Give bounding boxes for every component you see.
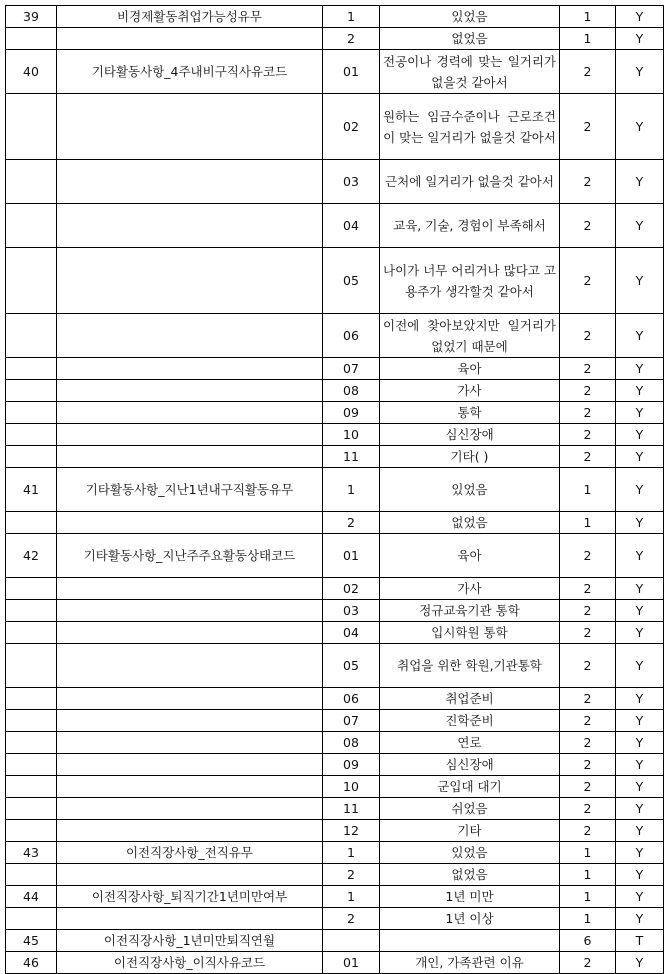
code-value-cell: 01 [323, 952, 380, 974]
row-number-cell: 46 [6, 952, 57, 974]
field-flag-cell: Y [616, 424, 664, 446]
field-flag-cell: Y [616, 688, 664, 710]
code-value-cell: 11 [323, 798, 380, 820]
field-flag-cell: Y [616, 248, 664, 314]
code-meaning-cell: 기타( ) [380, 446, 560, 468]
code-table [5, 5, 664, 974]
code-meaning-cell: 근처에 일거리가 없을것 같아서 [380, 160, 560, 204]
field-length-cell: 2 [560, 248, 616, 314]
field-length-cell: 2 [560, 314, 616, 358]
table-row [6, 314, 664, 358]
field-flag-cell: Y [616, 864, 664, 886]
row-number-cell [6, 424, 57, 446]
code-meaning-cell: 가사 [380, 578, 560, 600]
row-number-cell [6, 754, 57, 776]
table-row [6, 644, 664, 688]
field-name-cell [57, 600, 323, 622]
code-meaning-cell: 1년 이상 [380, 908, 560, 930]
row-number-cell [6, 622, 57, 644]
row-number-cell: 43 [6, 842, 57, 864]
table-row [6, 820, 664, 842]
field-name-cell [57, 402, 323, 424]
code-meaning-cell: 있었음 [380, 842, 560, 864]
field-length-cell: 2 [560, 776, 616, 798]
table-row [6, 710, 664, 732]
table-row [6, 798, 664, 820]
field-flag-cell: Y [616, 28, 664, 50]
code-meaning-cell: 쉬었음 [380, 798, 560, 820]
field-length-cell: 2 [560, 94, 616, 160]
table-row [6, 204, 664, 248]
table-row [6, 50, 664, 94]
field-length-cell: 2 [560, 50, 616, 94]
code-value-cell: 07 [323, 358, 380, 380]
field-length-cell: 2 [560, 952, 616, 974]
field-flag-cell: Y [616, 94, 664, 160]
code-meaning-cell: 나이가 너무 어리거나 많다고 고용주가 생각할것 같아서 [380, 248, 560, 314]
table-row [6, 600, 664, 622]
row-number-cell [6, 732, 57, 754]
code-value-cell: 07 [323, 710, 380, 732]
field-flag-cell: Y [616, 820, 664, 842]
row-number-cell [6, 446, 57, 468]
field-flag-cell: Y [616, 600, 664, 622]
code-meaning-cell: 1년 미만 [380, 886, 560, 908]
field-flag-cell: Y [616, 204, 664, 248]
code-value-cell: 08 [323, 380, 380, 402]
field-length-cell: 1 [560, 842, 616, 864]
field-flag-cell: Y [616, 908, 664, 930]
code-value-cell: 2 [323, 28, 380, 50]
table-row [6, 402, 664, 424]
code-value-cell: 05 [323, 248, 380, 314]
field-length-cell: 2 [560, 204, 616, 248]
code-meaning-cell: 심신장애 [380, 754, 560, 776]
code-meaning-cell: 교육, 기술, 경험이 부족해서 [380, 204, 560, 248]
table-row [6, 358, 664, 380]
code-value-cell: 09 [323, 402, 380, 424]
field-flag-cell: Y [616, 314, 664, 358]
field-name-cell: 이전직장사항_이직사유코드 [57, 952, 323, 974]
row-number-cell: 40 [6, 50, 57, 94]
row-number-cell [6, 644, 57, 688]
code-meaning-cell: 심신장애 [380, 424, 560, 446]
field-flag-cell: Y [616, 842, 664, 864]
row-number-cell [6, 600, 57, 622]
field-flag-cell: Y [616, 886, 664, 908]
code-meaning-cell: 기타 [380, 820, 560, 842]
code-value-cell: 02 [323, 578, 380, 600]
field-length-cell: 6 [560, 930, 616, 952]
table-row [6, 512, 664, 534]
field-name-cell [57, 358, 323, 380]
field-flag-cell: Y [616, 358, 664, 380]
field-length-cell: 1 [560, 6, 616, 28]
code-value-cell: 09 [323, 754, 380, 776]
field-name-cell: 비경제활동취업가능성유무 [57, 6, 323, 28]
row-number-cell [6, 688, 57, 710]
row-number-cell [6, 908, 57, 930]
field-flag-cell: Y [616, 6, 664, 28]
code-table-body [6, 6, 664, 974]
field-name-cell [57, 710, 323, 732]
row-number-cell [6, 710, 57, 732]
row-number-cell [6, 864, 57, 886]
field-name-cell [57, 28, 323, 50]
table-row [6, 952, 664, 974]
code-value-cell [323, 930, 380, 952]
code-value-cell: 04 [323, 204, 380, 248]
row-number-cell [6, 578, 57, 600]
field-flag-cell: Y [616, 754, 664, 776]
row-number-cell [6, 28, 57, 50]
row-number-cell [6, 798, 57, 820]
field-name-cell: 기타활동사항_4주내비구직사유코드 [57, 50, 323, 94]
row-number-cell [6, 380, 57, 402]
code-value-cell: 1 [323, 842, 380, 864]
table-row [6, 864, 664, 886]
field-name-cell [57, 204, 323, 248]
field-name-cell: 이전직장사항_1년미만퇴직연월 [57, 930, 323, 952]
field-length-cell: 2 [560, 622, 616, 644]
field-length-cell: 2 [560, 358, 616, 380]
code-meaning-cell: 없었음 [380, 28, 560, 50]
field-flag-cell: Y [616, 578, 664, 600]
field-flag-cell: Y [616, 468, 664, 512]
code-value-cell: 2 [323, 908, 380, 930]
field-name-cell: 이전직장사항_퇴직기간1년미만여부 [57, 886, 323, 908]
code-value-cell: 02 [323, 94, 380, 160]
row-number-cell [6, 512, 57, 534]
field-name-cell [57, 512, 323, 534]
code-meaning-cell: 있었음 [380, 6, 560, 28]
field-length-cell: 2 [560, 160, 616, 204]
field-length-cell: 2 [560, 534, 616, 578]
field-flag-cell: Y [616, 50, 664, 94]
code-meaning-cell: 이전에 찾아보았지만 일거리가 없었기 때문에 [380, 314, 560, 358]
field-name-cell [57, 908, 323, 930]
code-meaning-cell: 가사 [380, 380, 560, 402]
code-meaning-cell: 있었음 [380, 468, 560, 512]
code-meaning-cell: 개인, 가족관련 이유 [380, 952, 560, 974]
code-meaning-cell: 육아 [380, 534, 560, 578]
code-value-cell: 1 [323, 886, 380, 908]
field-name-cell: 기타활동사항_지난1년내구직활동유무 [57, 468, 323, 512]
field-flag-cell: Y [616, 512, 664, 534]
field-flag-cell: T [616, 930, 664, 952]
field-flag-cell: Y [616, 402, 664, 424]
field-length-cell: 1 [560, 886, 616, 908]
code-value-cell: 10 [323, 424, 380, 446]
table-row [6, 688, 664, 710]
field-flag-cell: Y [616, 952, 664, 974]
code-meaning-cell: 정규교육기관 통학 [380, 600, 560, 622]
field-flag-cell: Y [616, 380, 664, 402]
field-name-cell [57, 424, 323, 446]
row-number-cell: 45 [6, 930, 57, 952]
field-length-cell: 2 [560, 644, 616, 688]
field-flag-cell: Y [616, 776, 664, 798]
row-number-cell [6, 402, 57, 424]
table-row [6, 622, 664, 644]
code-value-cell: 2 [323, 512, 380, 534]
field-name-cell [57, 776, 323, 798]
code-value-cell: 05 [323, 644, 380, 688]
field-length-cell: 2 [560, 446, 616, 468]
row-number-cell [6, 204, 57, 248]
table-row [6, 908, 664, 930]
code-meaning-cell [380, 930, 560, 952]
row-number-cell [6, 820, 57, 842]
row-number-cell [6, 358, 57, 380]
field-length-cell: 1 [560, 864, 616, 886]
field-flag-cell: Y [616, 798, 664, 820]
table-row [6, 930, 664, 952]
field-length-cell: 2 [560, 710, 616, 732]
code-value-cell: 11 [323, 446, 380, 468]
table-row [6, 380, 664, 402]
field-length-cell: 2 [560, 380, 616, 402]
code-meaning-cell: 원하는 임금수준이나 근로조건이 맞는 일거리가 없을것 같아서 [380, 94, 560, 160]
field-length-cell: 1 [560, 908, 616, 930]
field-name-cell [57, 380, 323, 402]
field-length-cell: 2 [560, 600, 616, 622]
table-row [6, 248, 664, 314]
table-row [6, 754, 664, 776]
code-meaning-cell: 취업준비 [380, 688, 560, 710]
table-row [6, 534, 664, 578]
row-number-cell: 41 [6, 468, 57, 512]
code-value-cell: 08 [323, 732, 380, 754]
code-value-cell: 10 [323, 776, 380, 798]
code-value-cell: 1 [323, 6, 380, 28]
table-row [6, 578, 664, 600]
field-flag-cell: Y [616, 622, 664, 644]
field-flag-cell: Y [616, 732, 664, 754]
code-meaning-cell: 육아 [380, 358, 560, 380]
row-number-cell [6, 160, 57, 204]
table-row [6, 886, 664, 908]
table-row [6, 6, 664, 28]
field-length-cell: 1 [560, 512, 616, 534]
table-row [6, 468, 664, 512]
row-number-cell [6, 248, 57, 314]
code-value-cell: 01 [323, 50, 380, 94]
code-meaning-cell: 군입대 대기 [380, 776, 560, 798]
field-flag-cell: Y [616, 534, 664, 578]
field-length-cell: 2 [560, 754, 616, 776]
row-number-cell [6, 776, 57, 798]
code-value-cell: 06 [323, 688, 380, 710]
row-number-cell: 42 [6, 534, 57, 578]
field-length-cell: 2 [560, 798, 616, 820]
field-name-cell [57, 644, 323, 688]
row-number-cell [6, 314, 57, 358]
field-name-cell [57, 622, 323, 644]
code-value-cell: 04 [323, 622, 380, 644]
field-length-cell: 2 [560, 732, 616, 754]
field-name-cell [57, 798, 323, 820]
field-length-cell: 2 [560, 688, 616, 710]
code-value-cell: 12 [323, 820, 380, 842]
table-row [6, 732, 664, 754]
code-meaning-cell: 취업을 위한 학원,기관통학 [380, 644, 560, 688]
table-row [6, 446, 664, 468]
code-meaning-cell: 전공이나 경력에 맞는 일거리가 없을것 같아서 [380, 50, 560, 94]
code-value-cell: 2 [323, 864, 380, 886]
field-length-cell: 1 [560, 468, 616, 512]
code-meaning-cell: 통학 [380, 402, 560, 424]
field-name-cell [57, 446, 323, 468]
field-name-cell [57, 820, 323, 842]
field-flag-cell: Y [616, 160, 664, 204]
table-row [6, 424, 664, 446]
field-flag-cell: Y [616, 710, 664, 732]
table-row [6, 842, 664, 864]
field-name-cell [57, 864, 323, 886]
field-name-cell [57, 94, 323, 160]
table-row [6, 28, 664, 50]
table-row [6, 776, 664, 798]
field-length-cell: 2 [560, 820, 616, 842]
field-name-cell [57, 578, 323, 600]
field-name-cell [57, 688, 323, 710]
field-length-cell: 2 [560, 578, 616, 600]
code-value-cell: 03 [323, 160, 380, 204]
field-name-cell [57, 754, 323, 776]
code-value-cell: 01 [323, 534, 380, 578]
table-row [6, 160, 664, 204]
field-flag-cell: Y [616, 446, 664, 468]
table-row [6, 94, 664, 160]
field-length-cell: 2 [560, 402, 616, 424]
code-meaning-cell: 없었음 [380, 512, 560, 534]
field-name-cell [57, 732, 323, 754]
code-value-cell: 1 [323, 468, 380, 512]
field-name-cell [57, 248, 323, 314]
field-flag-cell: Y [616, 644, 664, 688]
row-number-cell [6, 94, 57, 160]
field-length-cell: 2 [560, 424, 616, 446]
code-value-cell: 06 [323, 314, 380, 358]
code-meaning-cell: 연로 [380, 732, 560, 754]
code-meaning-cell: 없었음 [380, 864, 560, 886]
code-meaning-cell: 입시학원 통학 [380, 622, 560, 644]
code-meaning-cell: 진학준비 [380, 710, 560, 732]
field-name-cell: 기타활동사항_지난주주요활동상태코드 [57, 534, 323, 578]
field-name-cell [57, 160, 323, 204]
field-length-cell: 1 [560, 28, 616, 50]
code-value-cell: 03 [323, 600, 380, 622]
row-number-cell: 39 [6, 6, 57, 28]
field-name-cell [57, 314, 323, 358]
row-number-cell: 44 [6, 886, 57, 908]
field-name-cell: 이전직장사항_전직유무 [57, 842, 323, 864]
